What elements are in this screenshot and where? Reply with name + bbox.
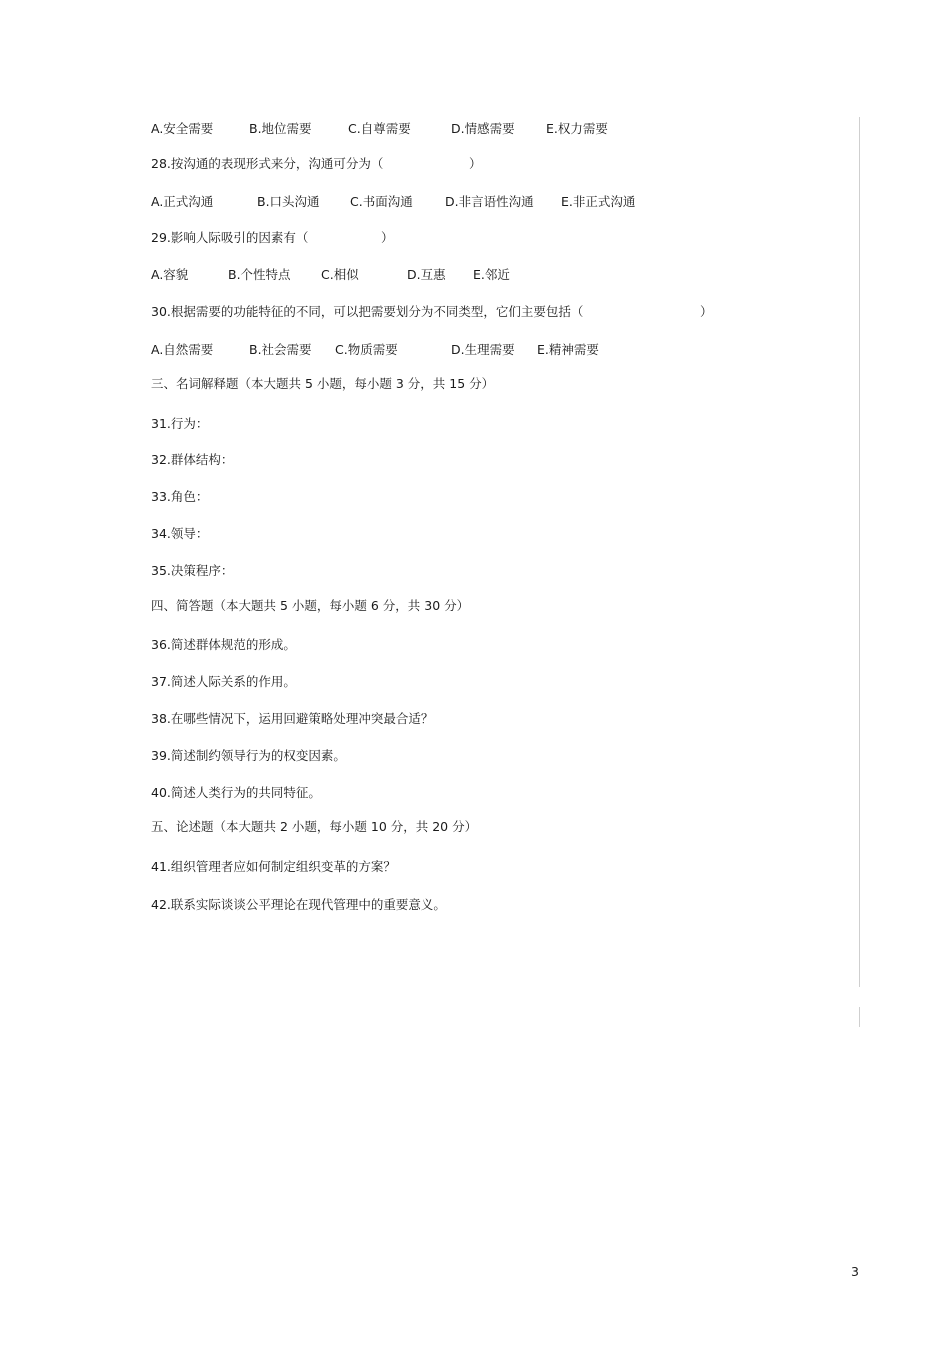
q28-option-e: E.非正式沟通 <box>561 194 636 209</box>
q30-option-a: A.自然需要 <box>151 342 214 357</box>
q34: 34.领导： <box>151 526 209 541</box>
q38: 38.在哪些情况下，运用回避策略处理冲突最合适？ <box>151 711 434 726</box>
q40: 40.简述人类行为的共同特征。 <box>151 785 321 800</box>
page-number: 3 <box>851 1264 859 1279</box>
margin-rule <box>859 117 860 987</box>
q35: 35.决策程序： <box>151 563 234 578</box>
q28-option-b: B.口头沟通 <box>257 194 320 209</box>
q27-option-e: E.权力需要 <box>546 121 608 136</box>
q29-option-a: A.容貌 <box>151 267 189 282</box>
section5-heading: 五、论述题（本大题共 2 小题，每小题 10 分，共 20 分） <box>151 819 478 834</box>
q28-option-c: C.书面沟通 <box>350 194 413 209</box>
q33: 33.角色： <box>151 489 209 504</box>
q30-option-d: D.生理需要 <box>451 342 515 357</box>
section3-heading: 三、名词解释题（本大题共 5 小题，每小题 3 分，共 15 分） <box>151 376 495 391</box>
q27-option-c: C.自尊需要 <box>348 121 411 136</box>
q28-close-paren: ） <box>469 156 482 171</box>
q29-option-e: E.邻近 <box>473 267 510 282</box>
q41: 41.组织管理者应如何制定组织变革的方案？ <box>151 859 396 874</box>
q32: 32.群体结构： <box>151 452 234 467</box>
q28-option-a: A.正式沟通 <box>151 194 214 209</box>
q27-option-b: B.地位需要 <box>249 121 312 136</box>
q31: 31.行为： <box>151 416 209 431</box>
q28-option-d: D.非言语性沟通 <box>445 194 534 209</box>
q30-close-paren: ） <box>700 304 713 319</box>
q36: 36.简述群体规范的形成。 <box>151 637 296 652</box>
q28-stem-text: 28.按沟通的表现形式来分，沟通可分为（ <box>151 156 384 171</box>
q27-option-d: D.情感需要 <box>451 121 515 136</box>
q30-stem-text: 30.根据需要的功能特征的不同，可以把需要划分为不同类型，它们主要包括（ <box>151 304 584 319</box>
q37: 37.简述人际关系的作用。 <box>151 674 296 689</box>
q29-close-paren: ） <box>381 230 394 245</box>
q27-option-a: A.安全需要 <box>151 121 214 136</box>
q29-stem-text: 29.影响人际吸引的因素有（ <box>151 230 309 245</box>
section4-heading: 四、简答题（本大题共 5 小题，每小题 6 分，共 30 分） <box>151 598 470 613</box>
q30-option-c: C.物质需要 <box>335 342 398 357</box>
q42: 42.联系实际谈谈公平理论在现代管理中的重要意义。 <box>151 897 446 912</box>
q30-option-e: E.精神需要 <box>537 342 599 357</box>
margin-rule-short <box>859 1007 860 1027</box>
q29-option-b: B.个性特点 <box>228 267 291 282</box>
q39: 39.简述制约领导行为的权变因素。 <box>151 748 346 763</box>
q30-option-b: B.社会需要 <box>249 342 312 357</box>
q29-option-d: D.互惠 <box>407 267 446 282</box>
q29-option-c: C.相似 <box>321 267 359 282</box>
